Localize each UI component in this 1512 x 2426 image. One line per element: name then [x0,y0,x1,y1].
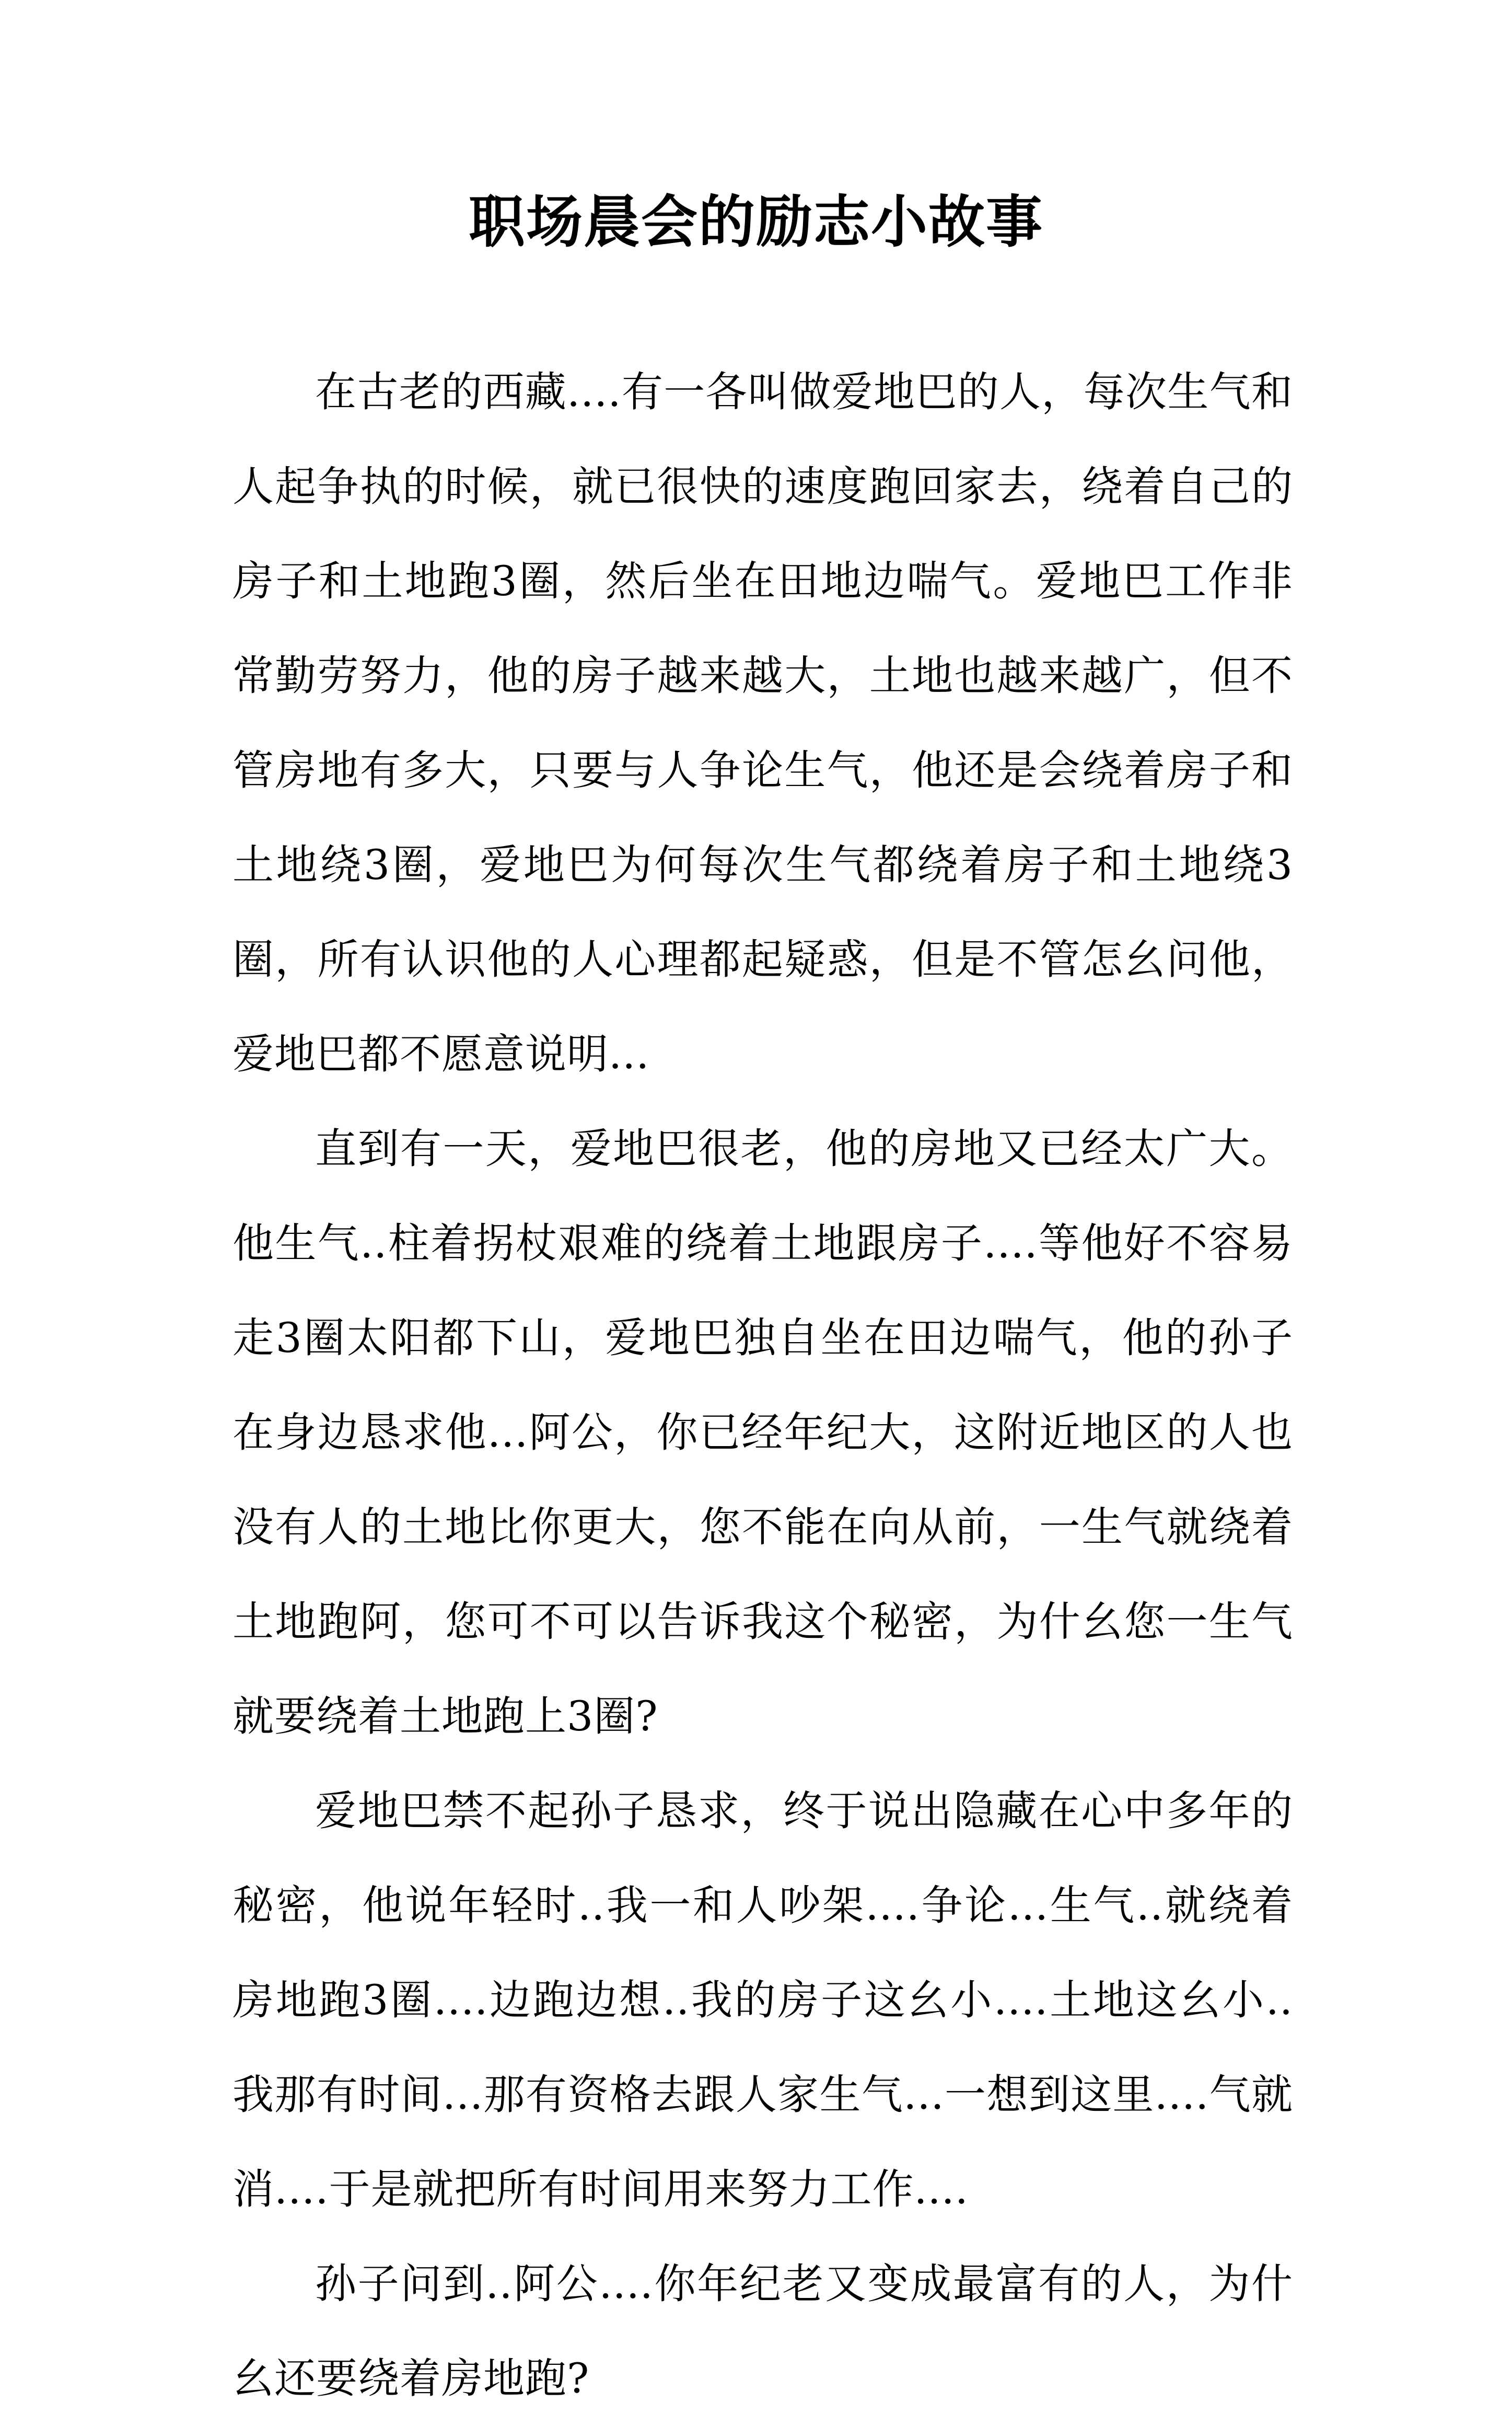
paragraph: 在古老的西藏....有一各叫做爱地巴的人，每次生气和人起争执的时候，就已很快的速度跑回家去，绕着自己的房子和土地跑3圈，然后坐在田地边喘气。爱地巴工作非常勤劳努力，他的房子越来越大，土地也越来越广，但不管房地有多大，只要与人争论生气，他还是会绕着房子和土地绕3圈，爱地巴为何每次生气都绕着房子和土地绕3圈，所有认识他的人心理都起疑惑，但是不管怎幺问他，爱地巴都不愿意说明... [232,368,1293,1078]
document-title: 职场晨会的励志小故事 [468,189,1043,255]
paragraph: 爱地巴禁不起孙子恳求，终于说出隐藏在心中多年的秘密，他说年轻时..我一和人吵架....争论...生气..就绕着房地跑3圈....边跑边想..我的房子这幺小....土地这幺小..我那有时间...那有资格去跟人家生气...一想到这里....气就消....于是就把所有时间用来努力工作.... [232,1787,1293,2213]
paragraph: 直到有一天，爱地巴很老，他的房地又已经太广大。他生气..柱着拐杖艰难的绕着土地跟房子....等他好不容易走3圈太阳都下山，爱地巴独自坐在田边喘气，他的孙子在身边恳求他...阿公，你已经年纪大，这附近地区的人也没有人的土地比你更大，您不能在向从前，一生气就绕着土地跑阿，您可不可以告诉我这个秘密，为什幺您一生气就要绕着土地跑上3圈? [232,1125,1293,1740]
paragraph: 孙子问到..阿公....你年纪老又变成最富有的人，为什幺还要绕着房地跑? [232,2260,1293,2402]
document-body [232,345,1293,2426]
